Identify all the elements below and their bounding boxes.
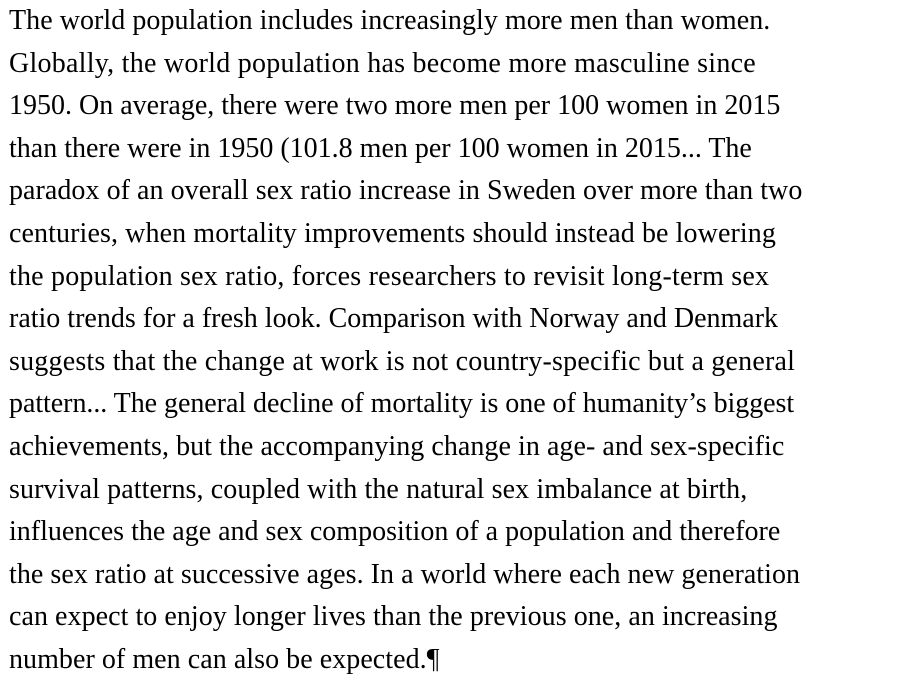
text-line: suggests that the change at work is not country-specific but a general	[9, 345, 796, 377]
document-body	[9, 0, 921, 682]
text-line: ratio trends for a fresh look. Comparison with Norway and Denmark	[9, 303, 779, 335]
text-line: paradox of an overall sex ratio increase in Sweden over more than two	[9, 175, 803, 207]
text-line: achievements, but the accompanying change in age- and sex-specific	[9, 430, 785, 462]
text-line: can expect to enjoy longer lives than the previous one, an increasing	[9, 601, 778, 633]
text-line: the population sex ratio, forces researchers to revisit long-term sex	[9, 260, 770, 292]
text-line: The world population includes increasingly more men than women.	[9, 5, 771, 36]
text-line: number of men can also be expected.¶	[9, 643, 440, 675]
text-line: centuries, when mortality improvements should instead be lowering	[9, 217, 776, 249]
text-line: survival patterns, coupled with the natural sex imbalance at birth,	[9, 473, 748, 505]
text-line: the sex ratio at successive ages. In a world where each new generation	[9, 558, 801, 590]
text-line: 1950. On average, there were two more men per 100 women in 2015	[9, 90, 781, 122]
text-line: pattern... The general decline of mortality is one of humanity’s biggest	[9, 388, 795, 420]
text-line: Globally, the world population has become more masculine since	[9, 47, 756, 79]
text-line: influences the age and sex composition of a population and therefore	[9, 516, 781, 548]
text-line: than there were in 1950 (101.8 men per 100 women in 2015... The	[9, 132, 752, 164]
